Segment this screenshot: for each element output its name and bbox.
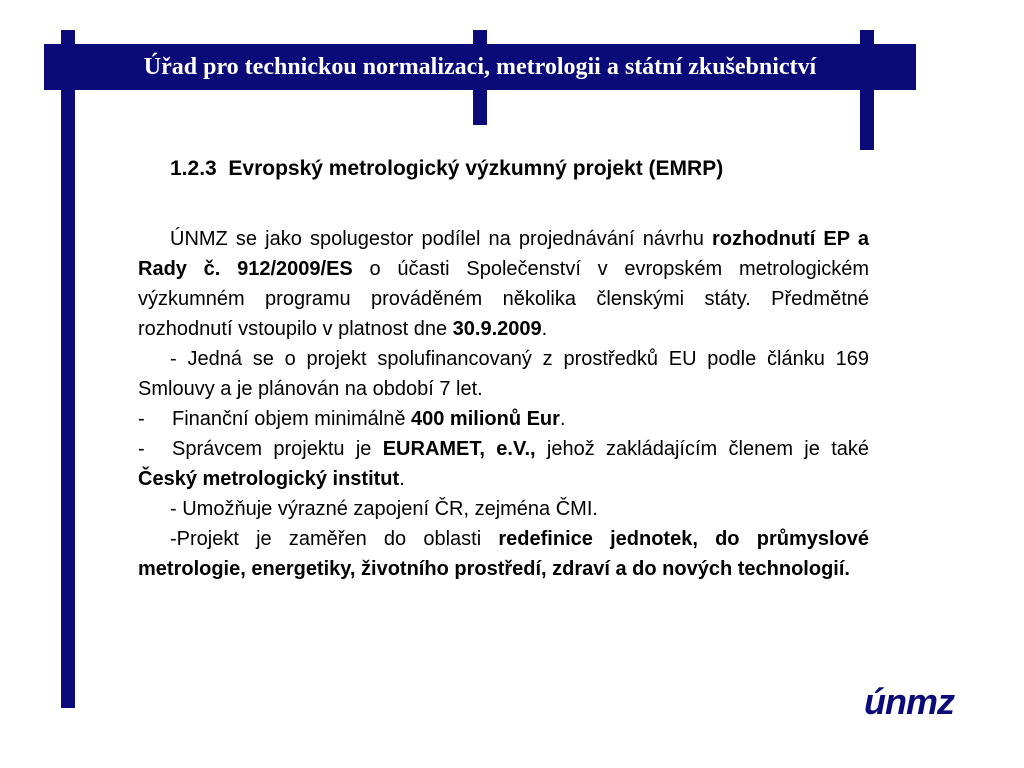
p4-bold-2: Český metrologický institut <box>138 468 400 490</box>
p1-bold-2: 30.9.2009 <box>452 318 542 340</box>
slide-content <box>138 154 869 584</box>
p3-dash: - <box>138 408 145 430</box>
p1-text-3: . <box>541 318 548 340</box>
paragraph-5 <box>138 494 869 524</box>
left-vertical-bar <box>61 30 75 708</box>
header-title: Úřad pro technickou normalizaci, metrologii a státní zkušebnictví <box>143 53 817 80</box>
p2-text-1: - Jedná se o projekt spolufinancovaný z prostředků EU podle článku 169 Smlouvy a je plánován na období 7 let. <box>138 348 869 400</box>
section-number: 1.2.3 <box>170 157 217 180</box>
p4-text-3: . <box>399 468 405 490</box>
p4-text-2: jehož zakládajícím členem je také <box>535 438 869 460</box>
p4-bold-1: EURAMET, e.V., <box>382 438 536 460</box>
p5-text-1: - Umožňuje výrazné zapojení ČR, zejména ČMI. <box>170 498 598 520</box>
p3-text-1: Finanční objem minimálně <box>172 408 411 430</box>
p6-text-1: -Projekt je zaměřen do oblasti <box>170 528 499 550</box>
header-banner <box>44 44 916 90</box>
paragraph-6 <box>138 524 869 584</box>
p4-text-1: Správcem projektu je <box>172 438 383 460</box>
unmz-logo-text: únmz <box>864 681 954 720</box>
p6-bold-1: redefinice jednotek, do průmyslové metrologie, energetiky, životního prostředí, zdraví a do nových technologií. <box>138 528 869 580</box>
unmz-logo <box>862 676 976 720</box>
p1-bold-1: rozhodnutí EP a Rady č. 912/2009/ES <box>138 228 870 280</box>
p1-text-2: o účasti Společenství v evropském metrologickém výzkumném programu prováděném několika členskými státy. Předmětné rozhodnutí vstoupilo v platnost dne <box>138 258 869 340</box>
section-heading <box>138 154 798 184</box>
p1-text-1: ÚNMZ se jako spolugestor podílel na projednávání návrhu <box>170 228 712 250</box>
p4-dash: - <box>138 438 145 460</box>
p3-text-2: . <box>559 408 566 430</box>
paragraph-4 <box>138 434 869 494</box>
p3-bold-1: 400 milionů Eur <box>411 408 560 430</box>
paragraph-1 <box>138 224 869 344</box>
paragraph-3 <box>138 404 869 434</box>
paragraph-2 <box>138 344 869 404</box>
section-title: Evropský metrologický výzkumný projekt (EMRP) <box>228 157 724 180</box>
